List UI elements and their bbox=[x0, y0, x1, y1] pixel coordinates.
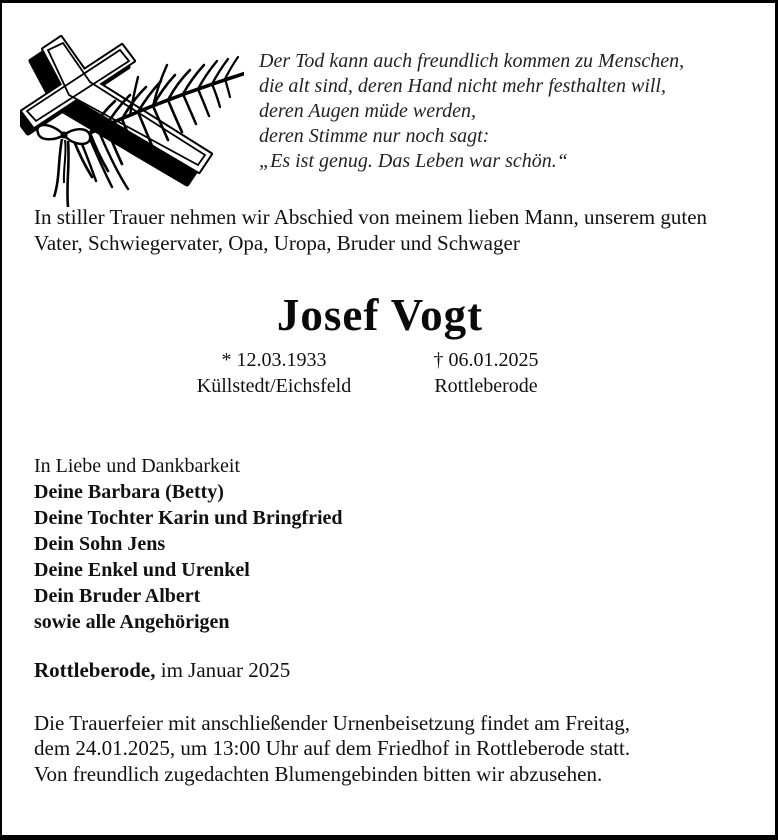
birth-place: Küllstedt/Eichsfeld bbox=[196, 375, 352, 397]
mourners-lead: In Liebe und Dankbarkeit bbox=[34, 455, 241, 477]
intro-line: In stiller Trauer nehmen wir Abschied von meinem lieben Mann, unserem guten bbox=[34, 205, 708, 229]
poem-line: die alt sind, deren Hand nicht mehr festhalten will, bbox=[259, 75, 666, 97]
poem-line: Der Tod kann auch freundlich kommen zu Menschen, bbox=[259, 50, 685, 72]
dateline-place: Rottleberode, bbox=[34, 658, 156, 682]
funeral-line: dem 24.01.2025, um 13:00 Uhr auf dem Friedhof in Rottleberode statt. bbox=[34, 736, 631, 761]
mourner-line: Dein Bruder Albert bbox=[34, 585, 201, 607]
mourner-line: Deine Enkel und Urenkel bbox=[34, 559, 250, 581]
poem-line: deren Augen müde werden, bbox=[259, 100, 476, 122]
mourner-line: sowie alle Angehörigen bbox=[34, 611, 230, 633]
deceased-name: Josef Vogt bbox=[276, 290, 484, 340]
funeral-line: Von freundlich zugedachten Blumengebinden bitten wir abzusehen. bbox=[34, 761, 603, 786]
intro-line: Vater, Schwiegervater, Opa, Uropa, Bruder und Schwager bbox=[34, 231, 520, 255]
mourner-line: Deine Barbara (Betty) bbox=[34, 481, 224, 503]
poem-line: deren Stimme nur noch sagt: bbox=[259, 125, 490, 147]
mourners-list bbox=[34, 453, 343, 635]
death-place: Rottleberode bbox=[434, 375, 538, 397]
funeral-line: Die Trauerfeier mit anschließender Urnenbeisetzung findet am Freitag, bbox=[34, 711, 630, 735]
mourner-line: Deine Tochter Karin und Bringfried bbox=[34, 507, 343, 529]
life-dates bbox=[34, 347, 726, 399]
ribbon-bow-icon bbox=[37, 125, 90, 207]
death-date: † 06.01.2025 bbox=[433, 349, 539, 371]
dateline-rest: im Januar 2025 bbox=[155, 658, 291, 682]
memorial-poem bbox=[259, 49, 684, 174]
mourner-line: Dein Sohn Jens bbox=[34, 533, 166, 555]
death-column bbox=[380, 347, 592, 399]
birth-date: * 12.03.1933 bbox=[221, 349, 327, 371]
dateline bbox=[34, 657, 290, 683]
birth-column bbox=[168, 347, 380, 399]
poem-line: „Es ist genug. Das Leben war schön.“ bbox=[259, 150, 568, 172]
funeral-info bbox=[34, 711, 630, 787]
intro-paragraph bbox=[34, 204, 707, 256]
cross-and-palm-emblem bbox=[20, 29, 244, 225]
